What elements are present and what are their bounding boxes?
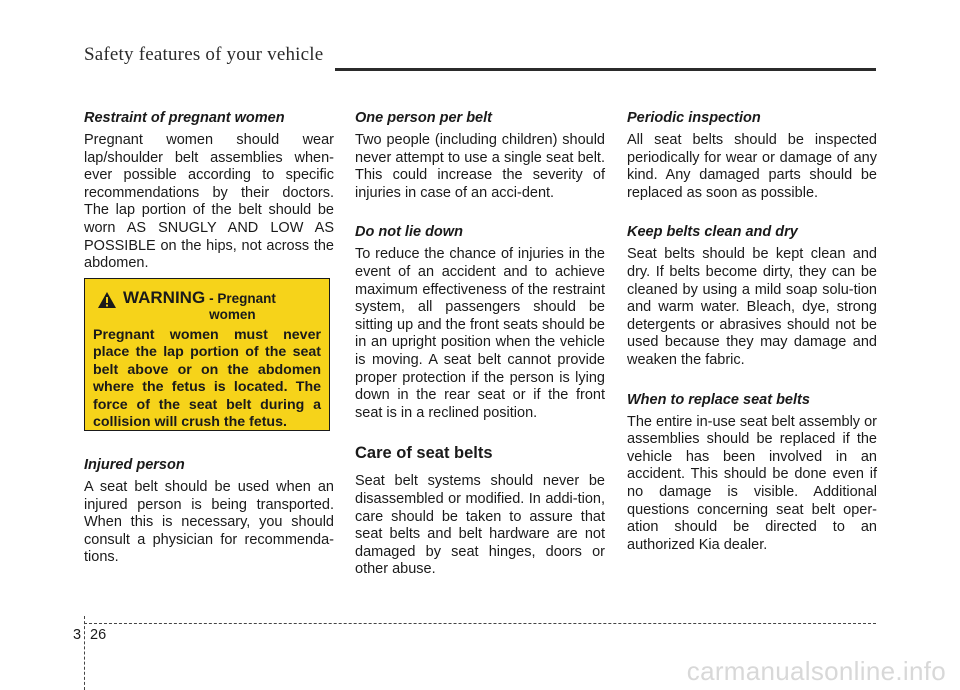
warning-text: Pregnant women must never place the lap portion of the seat belt above or on the abdomen where the fetus is located. The force of the seat belt during a collision will crush the fetus. — [93, 327, 321, 431]
warning-topic: - Pregnant women — [209, 291, 276, 322]
paragraph-one-person-per-belt: Two people (including children) should never attempt to use a single seat belt. This could increase the severity of injuries in case of an acci-dent. — [355, 132, 605, 201]
paragraph-periodic-inspection: All seat belts should be inspected periodically for wear or damage of any kind. Any damaged parts should be replaced as soon as possible. — [627, 132, 877, 201]
paragraph-injured-person: A seat belt should be used when an injured person is being transported. When this is necessary, you should consult a physician for recommenda-tions. — [84, 479, 334, 566]
watermark: carmanualsonline.info — [686, 656, 946, 686]
subheading-do-not-lie-down: Do not lie down — [355, 224, 463, 241]
page-number: 26 — [90, 627, 107, 643]
paragraph-restraint-pregnant: Pregnant women should wear lap/shoulder belt assemblies when-ever possible according to specific recommendations by their doctors. The lap portion of the belt should be worn AS SNUGLY AND LOW AS POSSIBLE on the hips, not across the abdomen. — [84, 132, 334, 272]
chapter-number: 3 — [73, 627, 82, 643]
column-1 — [84, 110, 334, 273]
section-heading-care-of-seat-belts: Care of seat belts — [355, 444, 493, 463]
warning-triangle-icon — [97, 291, 117, 309]
footer-rule — [84, 623, 876, 624]
warning-box — [84, 278, 330, 431]
header-rule — [335, 68, 876, 71]
subheading-when-to-replace: When to replace seat belts — [627, 391, 810, 408]
column-1-lower — [84, 457, 334, 567]
column-3 — [627, 110, 877, 554]
paragraph-care-of-seat-belts: Seat belt systems should never be disassembled or modified. In addi-tion, care should be taken to assure that seat belts and belt hardware are not damaged by seat hinges, doors or other abuse. — [355, 473, 605, 578]
paragraph-do-not-lie-down: To reduce the chance of injuries in the event of an accident and to achieve maximum effectiveness of the restraint system, all passengers should be sitting up and the front seats should be in an upright position when the vehicle is moving. A seat belt cannot provide proper protection if the person is lying down in the rear seat or if the front seat is in a reclined position. — [355, 246, 605, 421]
warning-label: WARNING — [123, 288, 206, 307]
subheading-one-person-per-belt: One person per belt — [355, 110, 492, 126]
paragraph-when-to-replace: The entire in-use seat belt assembly or assemblies should be replaced if the vehicle has been involved in an accident. This should be done even if no damage is visible. Additional questions concerning seat belt oper-ation should be directed to an authorized Kia dealer. — [627, 413, 877, 553]
page-header-title: Safety features of your vehicle — [84, 44, 324, 65]
subheading-injured-person: Injured person — [84, 457, 185, 473]
subheading-periodic-inspection: Periodic inspection — [627, 110, 761, 126]
subheading-keep-belts-clean: Keep belts clean and dry — [627, 224, 798, 241]
footer-divider — [84, 616, 85, 690]
warning-title-row — [97, 289, 321, 323]
column-2 — [355, 110, 605, 579]
subheading-restraint-pregnant: Restraint of pregnant women — [84, 110, 285, 126]
paragraph-keep-belts-clean: Seat belts should be kept clean and dry. If belts become dirty, they can be cleaned by using a mild soap solu-tion and warm water. Bleach, dye, strong detergents or abrasives should not be used because they may damage and weaken the fabric. — [627, 246, 877, 368]
